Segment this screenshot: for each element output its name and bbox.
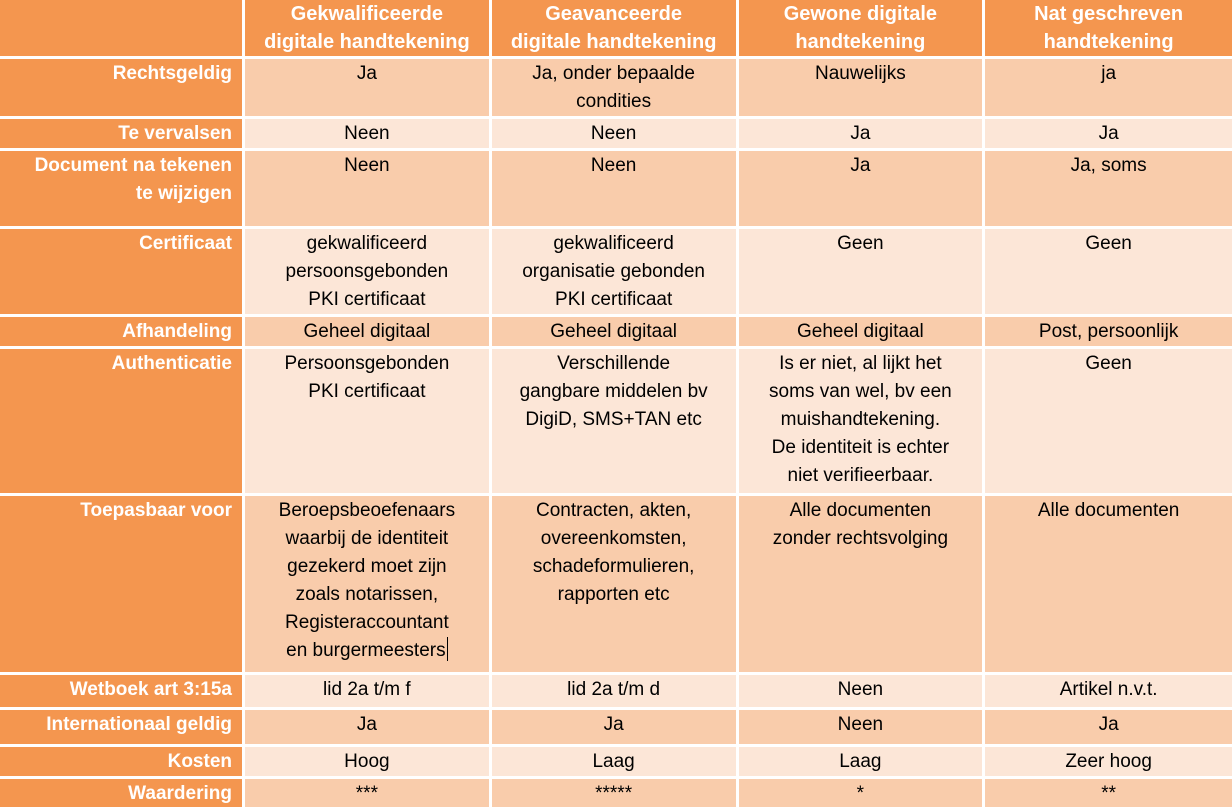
text-cursor — [447, 637, 448, 661]
table-cell[interactable]: Geheel digitaal — [739, 317, 986, 349]
table-cell[interactable]: ja — [985, 59, 1232, 119]
table-cell[interactable]: Laag — [739, 747, 986, 779]
table-row — [0, 317, 1232, 349]
table-row — [0, 119, 1232, 151]
table-cell[interactable]: gekwalificeerd persoonsgebonden PKI certificaat — [245, 229, 492, 317]
row-label-wetboek: Wetboek art 3:15a — [0, 675, 245, 710]
row-label-internationaal-geldig: Internationaal geldig — [0, 710, 245, 747]
table-cell[interactable]: Zeer hoog — [985, 747, 1232, 779]
table-cell[interactable]: Post, persoonlijk — [985, 317, 1232, 349]
header-corner-cell — [0, 0, 245, 59]
table-row — [0, 349, 1232, 496]
table-cell[interactable]: Ja, onder bepaalde condities — [492, 59, 739, 119]
row-label-certificaat: Certificaat — [0, 229, 245, 317]
table-cell[interactable]: Nauwelijks — [739, 59, 986, 119]
table-cell[interactable]: Laag — [492, 747, 739, 779]
table-cell[interactable]: Is er niet, al lijkt het soms van wel, bv een muishandtekening. De identiteit is echter niet verifieerbaar. — [739, 349, 986, 496]
table-cell[interactable]: Alle documenten — [985, 496, 1232, 675]
table-cell[interactable]: Geheel digitaal — [492, 317, 739, 349]
table-cell[interactable]: Geen — [985, 349, 1232, 496]
table-row — [0, 496, 1232, 675]
table-cell[interactable]: gekwalificeerd organisatie gebonden PKI certificaat — [492, 229, 739, 317]
table-cell[interactable]: Contracten, akten, overeenkomsten, schadeformulieren, rapporten etc — [492, 496, 739, 675]
table-cell[interactable]: Artikel n.v.t. — [985, 675, 1232, 710]
column-header-nat-geschreven[interactable]: Nat geschreven handtekening — [985, 0, 1232, 59]
table-row — [0, 59, 1232, 119]
table-cell[interactable]: Hoog — [245, 747, 492, 779]
table-cell[interactable]: Ja — [985, 119, 1232, 151]
table-cell[interactable]: Neen — [245, 151, 492, 229]
table-row — [0, 675, 1232, 710]
row-label-waardering: Waardering — [0, 779, 245, 807]
table-cell[interactable]: Ja — [245, 59, 492, 119]
table-cell[interactable]: Beroepsbeoefenaars waarbij de identiteit gezekerd moet zijn zoals notarissen, Registeraccountant en burgermeesters — [245, 496, 492, 675]
table-cell[interactable]: Alle documenten zonder rechtsvolging — [739, 496, 986, 675]
table-cell[interactable]: lid 2a t/m d — [492, 675, 739, 710]
table-cell[interactable]: Ja — [492, 710, 739, 747]
table-row — [0, 779, 1232, 807]
table-cell[interactable]: Neen — [739, 675, 986, 710]
column-header-gekwalificeerd[interactable]: Gekwalificeerde digitale handtekening — [245, 0, 492, 59]
table-cell[interactable]: Geen — [985, 229, 1232, 317]
row-label-toepasbaar-voor: Toepasbaar voor — [0, 496, 245, 675]
header-row — [0, 0, 1232, 59]
row-label-afhandeling: Afhandeling — [0, 317, 245, 349]
table-cell[interactable]: Ja — [985, 710, 1232, 747]
table-row — [0, 747, 1232, 779]
row-label-authenticatie: Authenticatie — [0, 349, 245, 496]
table-cell[interactable]: Ja — [739, 151, 986, 229]
row-label-te-vervalsen: Te vervalsen — [0, 119, 245, 151]
table-cell[interactable]: Ja — [739, 119, 986, 151]
table-row — [0, 151, 1232, 229]
table-cell[interactable]: Neen — [492, 151, 739, 229]
table-cell[interactable]: Ja, soms — [985, 151, 1232, 229]
table-cell[interactable]: lid 2a t/m f — [245, 675, 492, 710]
table-cell[interactable]: *** — [245, 779, 492, 807]
table-cell[interactable]: Neen — [739, 710, 986, 747]
table-row — [0, 229, 1232, 317]
column-header-gewoon[interactable]: Gewone digitale handtekening — [739, 0, 986, 59]
table-row — [0, 710, 1232, 747]
table-cell[interactable]: Ja — [245, 710, 492, 747]
table-cell[interactable]: ** — [985, 779, 1232, 807]
table-cell[interactable]: ***** — [492, 779, 739, 807]
table-cell[interactable]: Persoonsgebonden PKI certificaat — [245, 349, 492, 496]
table-cell[interactable]: Geen — [739, 229, 986, 317]
table-cell[interactable]: Neen — [492, 119, 739, 151]
row-label-kosten: Kosten — [0, 747, 245, 779]
row-label-rechtsgeldig: Rechtsgeldig — [0, 59, 245, 119]
column-header-geavanceerd[interactable]: Geavanceerde digitale handtekening — [492, 0, 739, 59]
table-cell[interactable]: Verschillende gangbare middelen bv DigiD, SMS+TAN etc — [492, 349, 739, 496]
table-cell[interactable]: Geheel digitaal — [245, 317, 492, 349]
table-cell[interactable]: Neen — [245, 119, 492, 151]
row-label-document-wijzigen: Document na tekenen te wijzigen — [0, 151, 245, 229]
table-cell[interactable]: * — [739, 779, 986, 807]
